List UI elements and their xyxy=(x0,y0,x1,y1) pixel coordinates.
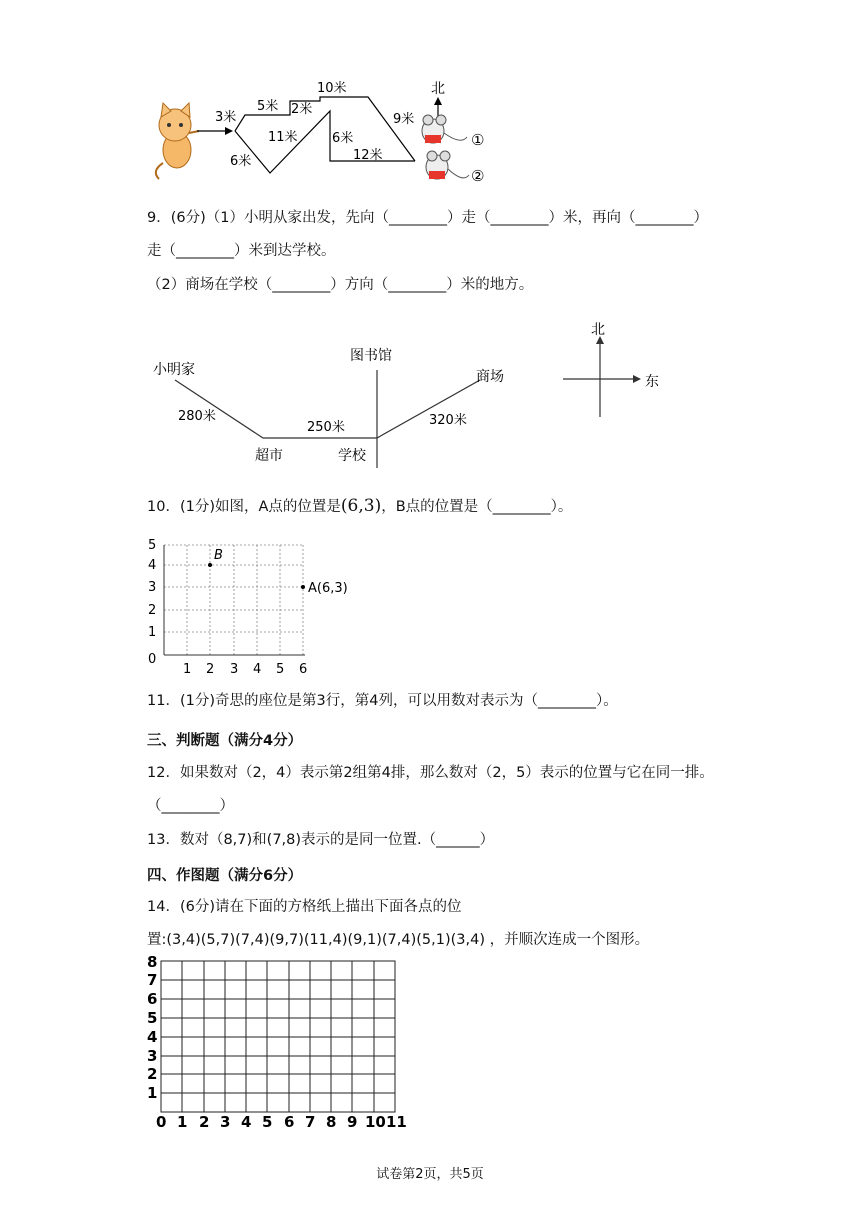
q14-x9: 9 xyxy=(347,1113,358,1131)
q14-y3: 3 xyxy=(147,1047,158,1065)
fig8-north: 北 xyxy=(431,81,445,97)
section-3-title: 三、判断题（满分4分） xyxy=(147,733,303,749)
q10-x2: 2 xyxy=(206,662,215,677)
q14-x6: 6 xyxy=(284,1113,295,1131)
q10-grid-svg xyxy=(140,535,360,680)
fig8-label-3: 3米 xyxy=(215,110,237,125)
q14-x5: 5 xyxy=(262,1113,273,1131)
q11-text: 11．(1分)奇思的座位是第3行，第4列，可以用数对表示为（________）。 xyxy=(147,693,618,709)
compass-east: 东 xyxy=(645,374,659,390)
place-school: 学校 xyxy=(338,448,366,464)
q9-line2: 走（________）米到达学校。 xyxy=(147,243,336,259)
dist-320: 320米 xyxy=(429,413,467,428)
fig8-label-5: 5米 xyxy=(257,99,279,114)
fig8-label-11: 11米 xyxy=(268,130,298,145)
q14-x2: 2 xyxy=(199,1113,210,1131)
place-mall: 商场 xyxy=(476,369,504,385)
q10-label-b: B xyxy=(214,548,223,563)
q14-y4: 4 xyxy=(147,1028,158,1046)
q10-point-a xyxy=(301,585,305,589)
q14-y6: 6 xyxy=(147,990,158,1008)
fig8-label-6a: 6米 xyxy=(230,154,252,169)
q10-grid xyxy=(140,535,360,680)
q12-line1: 12．如果数对（2，4）表示第2组第4排，那么数对（2，5）表示的位置与它在同一排。 xyxy=(147,765,714,781)
q10-point-b xyxy=(208,563,212,567)
q10-y3: 3 xyxy=(148,580,157,595)
q14-x4: 4 xyxy=(241,1113,252,1131)
mouse-2-image xyxy=(426,151,469,179)
q10-y0: 0 xyxy=(148,652,157,667)
q14-y2: 2 xyxy=(147,1065,158,1083)
q10-x6: 6 xyxy=(299,662,308,677)
place-home: 小明家 xyxy=(153,362,195,378)
mouse-2-mark: ② xyxy=(471,167,485,185)
fig8-label-9: 9米 xyxy=(393,112,415,127)
place-market: 超市 xyxy=(255,448,283,464)
place-library: 图书馆 xyxy=(350,348,392,364)
dist-280: 280米 xyxy=(178,409,216,424)
q14-y1: 1 xyxy=(147,1084,158,1102)
compass-north: 北 xyxy=(591,322,605,338)
q14-y7: 7 xyxy=(147,971,158,989)
q10-label-a: A(6,3) xyxy=(308,581,348,596)
q14-x11: 11 xyxy=(386,1113,407,1131)
mouse-1-image xyxy=(422,115,467,143)
q14-line1: 14．(6分)请在下面的方格纸上描出下面各点的位 xyxy=(147,899,462,915)
route-map xyxy=(145,320,685,480)
q10-y1: 1 xyxy=(148,625,157,640)
cat-mouse-figure xyxy=(145,75,505,195)
q9-line1: 9．(6分)（1）小明从家出发，先向（________）走（________）米，再向（________） xyxy=(147,210,708,226)
q10-x3: 3 xyxy=(230,662,239,677)
fig8-label-12: 12米 xyxy=(353,148,383,163)
q10-text-b: ，B点的位置是（________）。 xyxy=(381,499,573,515)
q14-x0: 0 xyxy=(156,1113,167,1131)
q14-grid xyxy=(140,953,410,1133)
mouse-1-mark: ① xyxy=(471,131,485,149)
q9-line3: （2）商场在学校（________）方向（________）米的地方。 xyxy=(147,277,534,293)
q10-y5: 5 xyxy=(148,538,157,553)
q10-text xyxy=(147,496,572,517)
q10-x4: 4 xyxy=(253,662,262,677)
q14-y8: 8 xyxy=(147,953,158,971)
route-map-diagram xyxy=(145,320,685,480)
page-footer: 试卷第2页，共5页 xyxy=(376,1167,484,1182)
q14-y5: 5 xyxy=(147,1009,158,1027)
q14-line2: 置:(3,4)(5,7)(7,4)(9,7)(11,4)(9,1)(7,4)(5,1)(3,4) ，并顺次连成一个图形。 xyxy=(147,932,650,948)
fig8-label-2: 2米 xyxy=(291,102,313,117)
q14-x10: 10 xyxy=(365,1113,386,1131)
q14-x1: 1 xyxy=(177,1113,188,1131)
compass-icon xyxy=(563,336,641,417)
q14-grid-svg xyxy=(140,953,410,1133)
dist-250: 250米 xyxy=(307,420,345,435)
q14-x7: 7 xyxy=(305,1113,316,1131)
q13-text: 13．数对（8,7)和(7,8)表示的是同一位置.（______） xyxy=(147,832,495,848)
q10-pair: (6,3) xyxy=(340,496,382,516)
cat-mouse-diagram xyxy=(145,75,505,195)
q10-text-a: 10．(1分)如图，A点的位置是 xyxy=(147,499,341,515)
cat-image xyxy=(156,103,199,179)
fig8-label-6b: 6米 xyxy=(332,131,354,146)
q14-x3: 3 xyxy=(220,1113,231,1131)
fig8-label-10: 10米 xyxy=(317,81,347,96)
q14-x8: 8 xyxy=(326,1113,337,1131)
q10-x1: 1 xyxy=(183,662,192,677)
q10-x5: 5 xyxy=(276,662,285,677)
q10-y2: 2 xyxy=(148,603,157,618)
q10-y4: 4 xyxy=(148,558,157,573)
q12-line2: （________） xyxy=(147,798,234,814)
section-4-title: 四、作图题（满分6分） xyxy=(147,868,303,884)
